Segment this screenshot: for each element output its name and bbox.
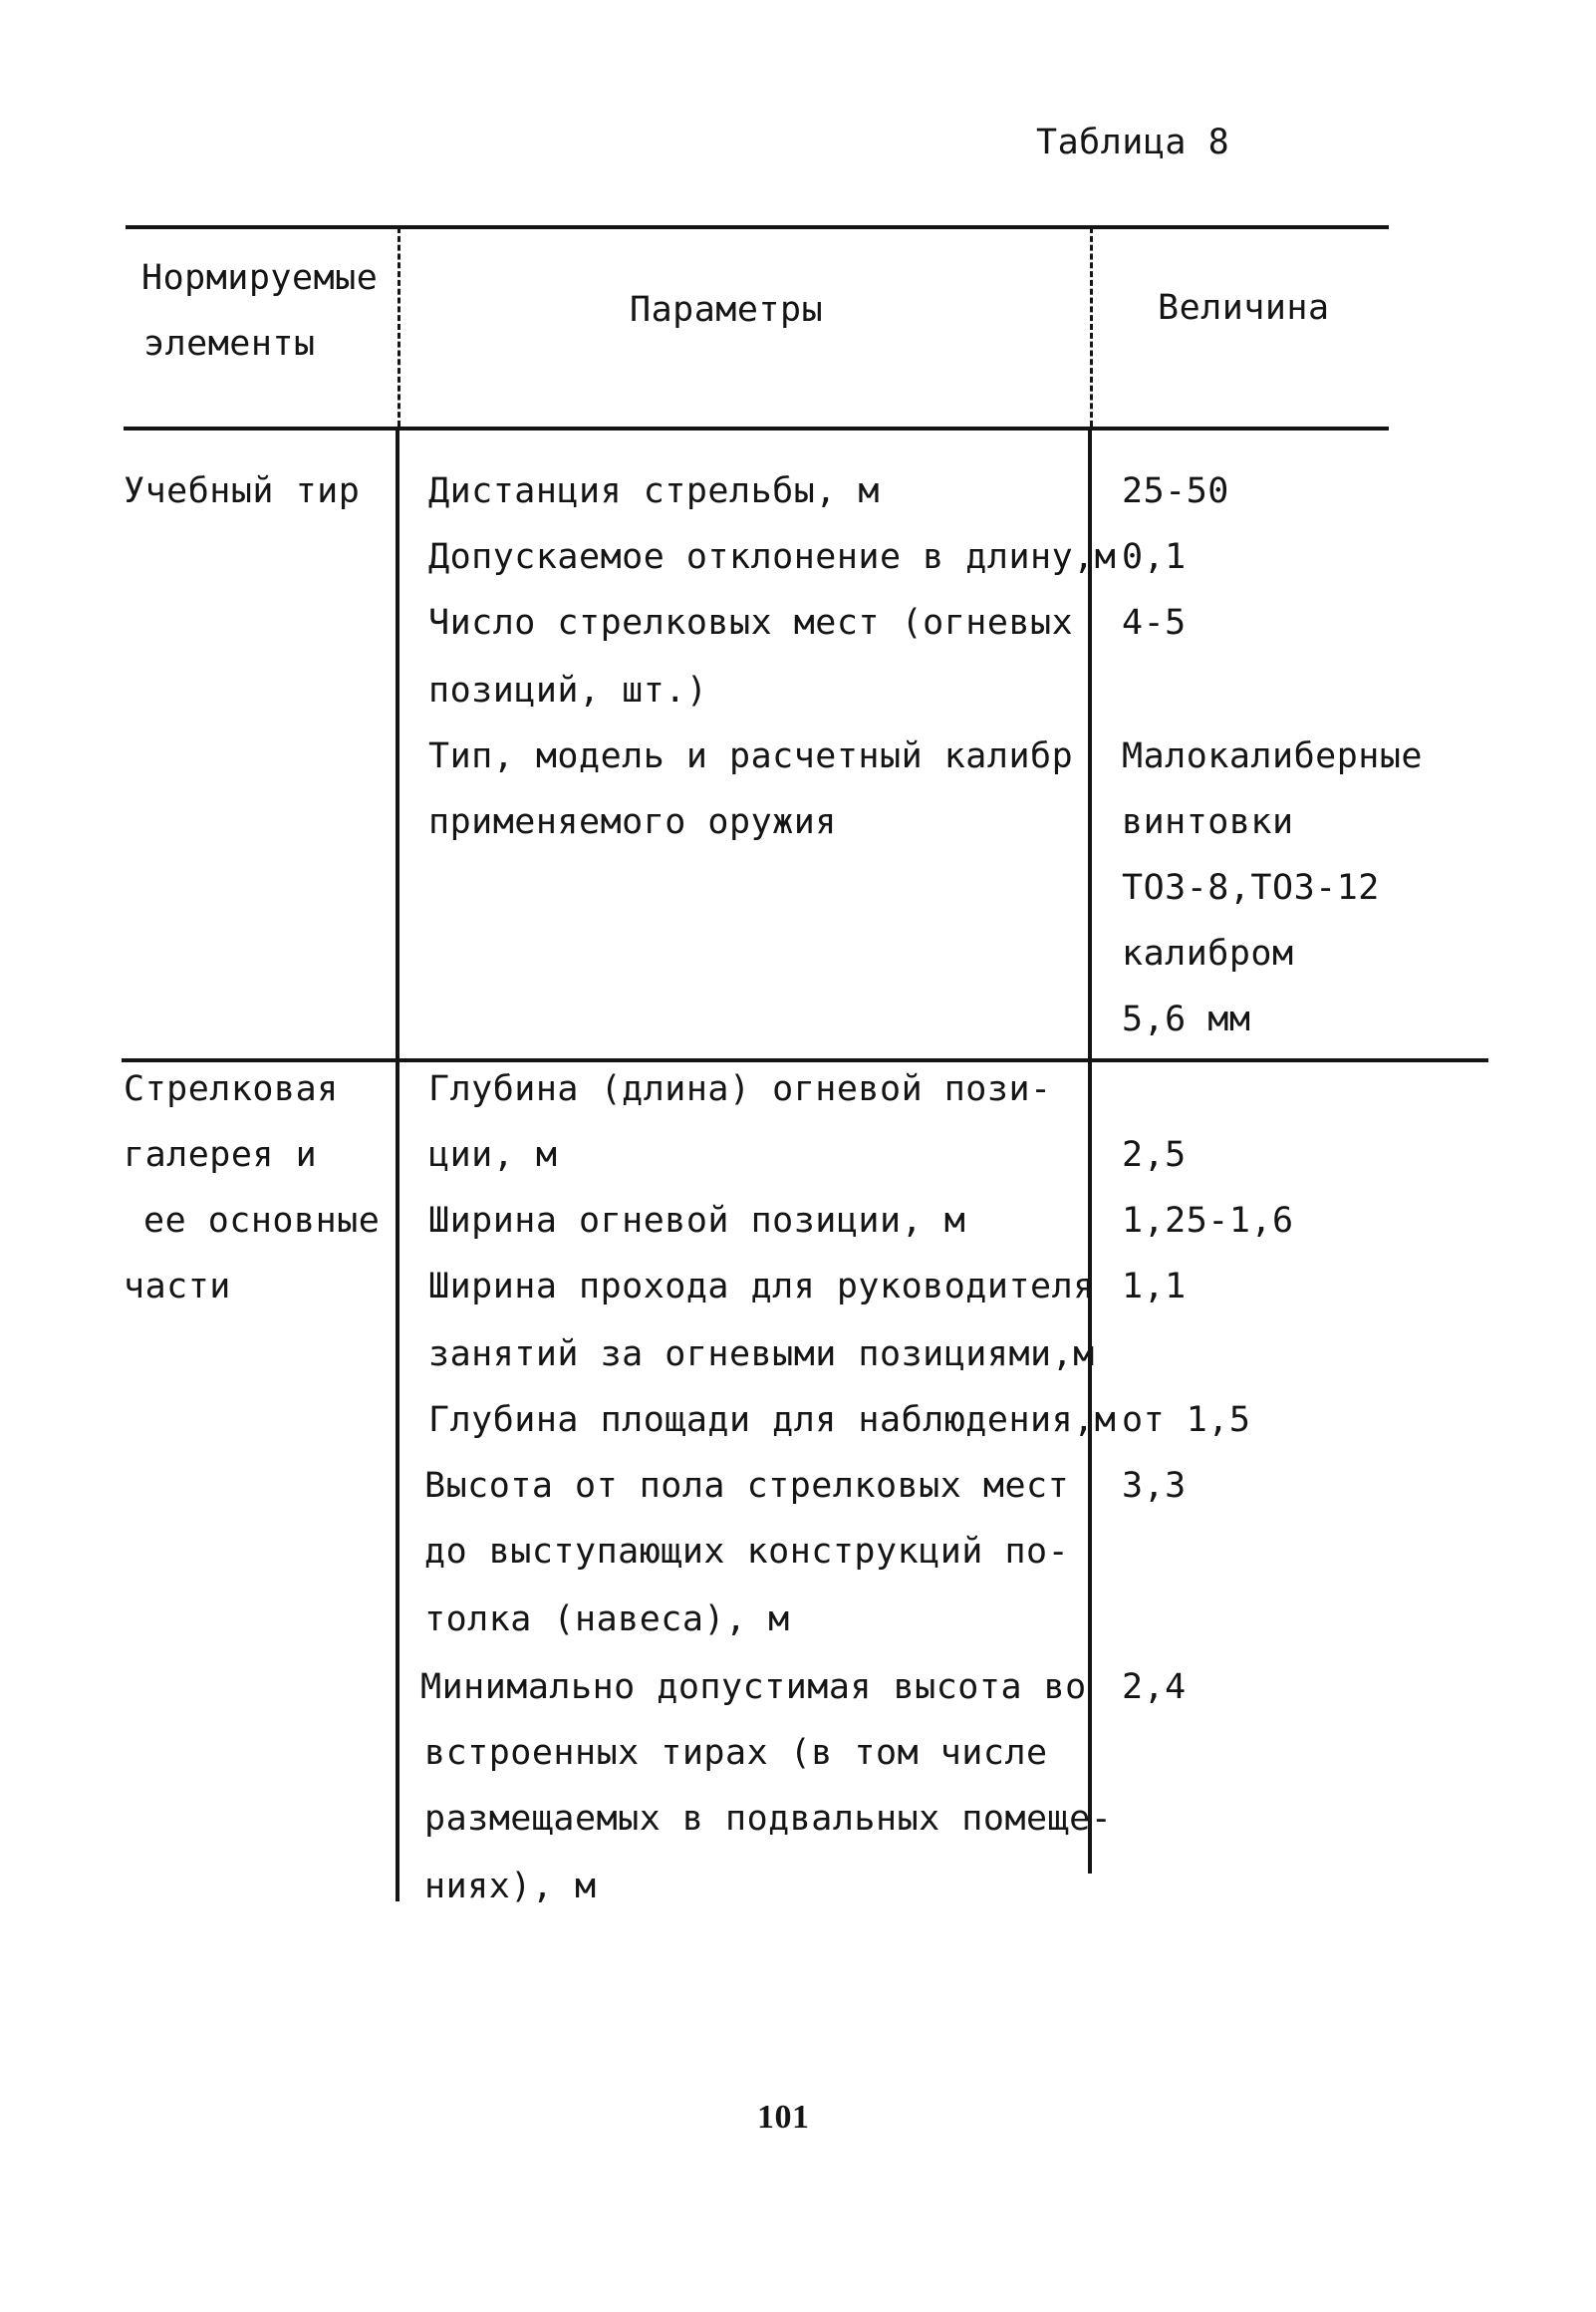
- section1-value: калибром: [1122, 934, 1294, 974]
- table-top-rule: [126, 225, 1389, 229]
- section2-param-line: встроенных тирах (в том числе: [424, 1733, 1048, 1773]
- header-elements-line1: Нормируемые: [141, 258, 379, 298]
- section1-value: 0,1: [1122, 537, 1187, 577]
- section1-param-line: применяемого оружия: [428, 802, 837, 842]
- header-separator-left: [398, 227, 400, 427]
- section1-param-line: позиций, шт.): [428, 671, 708, 711]
- section1-value: 4-5: [1122, 603, 1187, 643]
- section2-element-line: галерея и: [124, 1135, 318, 1175]
- section2-value: 2,5: [1122, 1135, 1187, 1175]
- section1-param-line: Число стрелковых мест (огневых: [428, 603, 1074, 643]
- section2-element-line: ее основные: [143, 1201, 381, 1241]
- section2-value: 2,4: [1122, 1667, 1187, 1707]
- section1-param-line: Допускаемое отклонение в длину,м: [428, 537, 1117, 577]
- section1-value: винтовки: [1122, 802, 1294, 842]
- column-separator-left: [396, 429, 399, 1901]
- section2-value: 3,3: [1122, 1466, 1187, 1506]
- column-separator-right: [1088, 429, 1092, 1874]
- section2-value: от 1,5: [1122, 1400, 1251, 1440]
- section2-param-line: занятий за огневыми позициями,м: [428, 1334, 1095, 1374]
- section2-value: 1,25-1,6: [1122, 1201, 1294, 1241]
- page-number: 101: [757, 2099, 810, 2136]
- section2-param-line: Ширина огневой позиции, м: [428, 1201, 966, 1241]
- section-divider-rule: [122, 1058, 1488, 1062]
- section2-param-line: Глубина площади для наблюдения,м: [428, 1400, 1117, 1440]
- section1-param-line: Тип, модель и расчетный калибр: [428, 736, 1074, 776]
- section1-param-line: Дистанция стрельбы, м: [428, 471, 881, 511]
- section2-param-line: до выступающих конструкций по-: [424, 1532, 1070, 1572]
- section1-value: Малокалиберные: [1122, 736, 1424, 776]
- header-elements-line2: элементы: [143, 324, 316, 364]
- section2-element-line: Стрелковая: [124, 1069, 339, 1109]
- section2-param-line: толка (навеса), м: [424, 1599, 790, 1639]
- table-caption: Таблица 8: [1036, 123, 1230, 162]
- section2-param-line: Глубина (длина) огневой пози-: [428, 1069, 1052, 1109]
- section2-param-line: Высота от пола стрелковых мест: [424, 1466, 1070, 1506]
- section1-value: ТОЗ-8,ТОЗ-12: [1122, 868, 1380, 908]
- header-bottom-rule: [124, 427, 1389, 431]
- section2-param-line: размещаемых в подвальных помеще-: [424, 1799, 1113, 1839]
- section1-value: 5,6 мм: [1122, 1000, 1251, 1039]
- section2-param-line: ции, м: [428, 1135, 558, 1175]
- section1-value: 25-50: [1122, 471, 1229, 511]
- section2-value: 1,1: [1122, 1267, 1187, 1306]
- section2-element-line: части: [124, 1267, 231, 1306]
- section2-param-line: ниях), м: [424, 1867, 597, 1906]
- header-parameters: Параметры: [630, 290, 824, 330]
- section2-param-line: Ширина прохода для руководителя: [428, 1267, 1095, 1306]
- section2-param-line: Минимально допустимая высота во: [420, 1667, 1087, 1707]
- header-value: Величина: [1158, 288, 1330, 328]
- section1-element: Учебный тир: [124, 471, 361, 511]
- header-separator-right: [1090, 227, 1093, 427]
